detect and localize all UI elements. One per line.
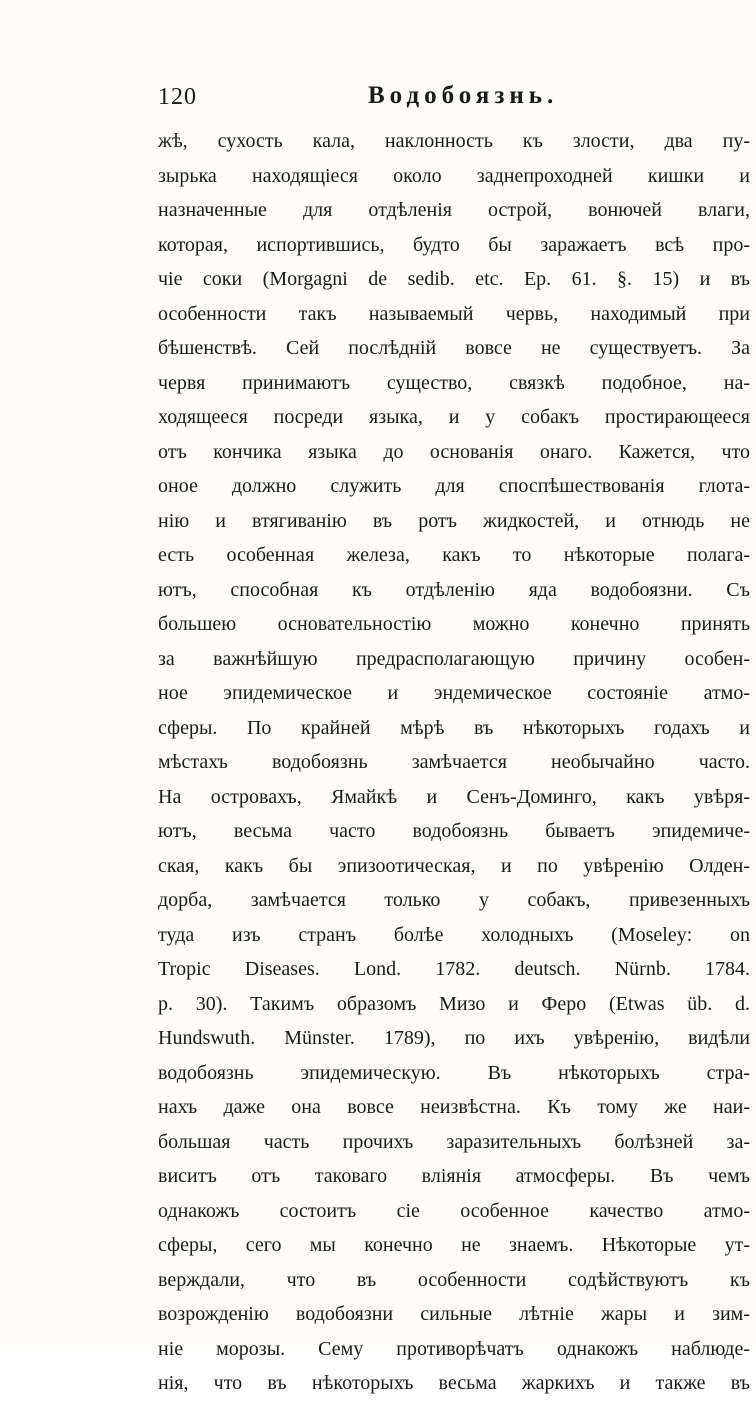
text-line: жѣ, сухость кала, наклонность къ злости, два пу- <box>158 130 750 152</box>
text-line: Tropic Diseases. Lond. 1782. deutsch. Nürnb. 1784. <box>158 958 750 980</box>
text-line: большею основательностію можно конечно принять <box>158 613 750 635</box>
text-line: за важнѣйшую предрасполагающую причину особен- <box>158 647 750 670</box>
text-line: ская, какъ бы эпизоотическая, и по увѣренію Олден- <box>158 854 750 877</box>
text-line: зырька находящіеся около заднепроходней кишки и <box>158 164 750 187</box>
text-line: сферы. По крайней мѣрѣ въ нѣкоторыхъ годахъ и <box>158 716 750 739</box>
text-line: нахъ даже она вовсе неизвѣстна. Къ тому же наи- <box>158 1096 750 1118</box>
text-line: На островахъ, Ямайкѣ и Сенъ-Доминго, какъ увѣря- <box>158 785 750 808</box>
text-line: Hundswuth. Münster. 1789), по ихъ увѣренію, видѣли <box>158 1027 750 1049</box>
text-line: туда изъ странъ болѣе холодныхъ (Moseley: on <box>158 923 750 946</box>
text-line: есть особенная железа, какъ то нѣкоторые полага- <box>158 544 750 566</box>
text-line: виситъ отъ таковаго вліянія атмосферы. Въ чемъ <box>158 1165 750 1187</box>
text-line: червя принимаютъ существо, связкѣ подобное, на- <box>158 371 750 394</box>
text-line: отъ кончика языка до основанія онаго. Кажется, что <box>158 440 750 463</box>
page-number: 120 <box>158 84 197 110</box>
body-text <box>158 124 750 1401</box>
page-header <box>158 82 750 122</box>
text-line: водобоязнь эпидемическую. Въ нѣкоторыхъ стра- <box>158 1061 750 1084</box>
text-line: большая часть прочихъ заразительныхъ болѣзней за- <box>158 1130 750 1153</box>
text-line: чіе соки (Morgagni de sedib. etc. Ep. 61. §. 15) и въ <box>158 268 750 290</box>
text-line: сферы, сего мы конечно не знаемъ. Нѣкоторые ут- <box>158 1234 750 1256</box>
text-line: ютъ, весьма часто водобоязнь бываетъ эпидемиче- <box>158 820 750 842</box>
text-line: p. 30). Такимъ образомъ Мизо и Феро (Etwas üb. d. <box>158 992 750 1015</box>
text-line: возрожденію водобоязни сильные лѣтніе жары и зим- <box>158 1303 750 1325</box>
text-line: однакожъ состоитъ сіе особенное качество атмо- <box>158 1199 750 1222</box>
text-line: оное должно служить для споспѣшествованія глота- <box>158 475 750 497</box>
text-line: особенности такъ называемый червь, находимый при <box>158 302 750 325</box>
text-line: ходящееся посреди языка, и у собакъ простирающееся <box>158 406 750 428</box>
text-line: нія, что въ нѣкоторыхъ весьма жаркихъ и также въ <box>158 1372 750 1394</box>
text-line: мѣстахъ водобоязнь замѣчается необычайно часто. <box>158 751 750 773</box>
text-line: бѣшенствѣ. Сей послѣдній вовсе не существуетъ. За <box>158 337 750 359</box>
text-line: верждали, что въ особенности содѣйствуютъ къ <box>158 1268 750 1291</box>
text-line: назначенные для отдѣленія острой, вонючей влаги, <box>158 199 750 221</box>
text-line: которая, испортившись, будто бы заражаетъ всѣ про- <box>158 233 750 256</box>
text-line: дорба, замѣчается только у собакъ, привезенныхъ <box>158 889 750 911</box>
text-line: ное эпидемическое и эндемическое состояніе атмо- <box>158 682 750 704</box>
running-head: Водобоязнь. <box>368 82 559 109</box>
text-line: нію и втягиванію въ ротъ жидкостей, и отнюдь не <box>158 509 750 532</box>
text-line: ютъ, способная къ отдѣленію яда водобоязни. Съ <box>158 578 750 601</box>
text-line: ніе морозы. Сему противорѣчатъ однакожъ наблюде- <box>158 1337 750 1360</box>
